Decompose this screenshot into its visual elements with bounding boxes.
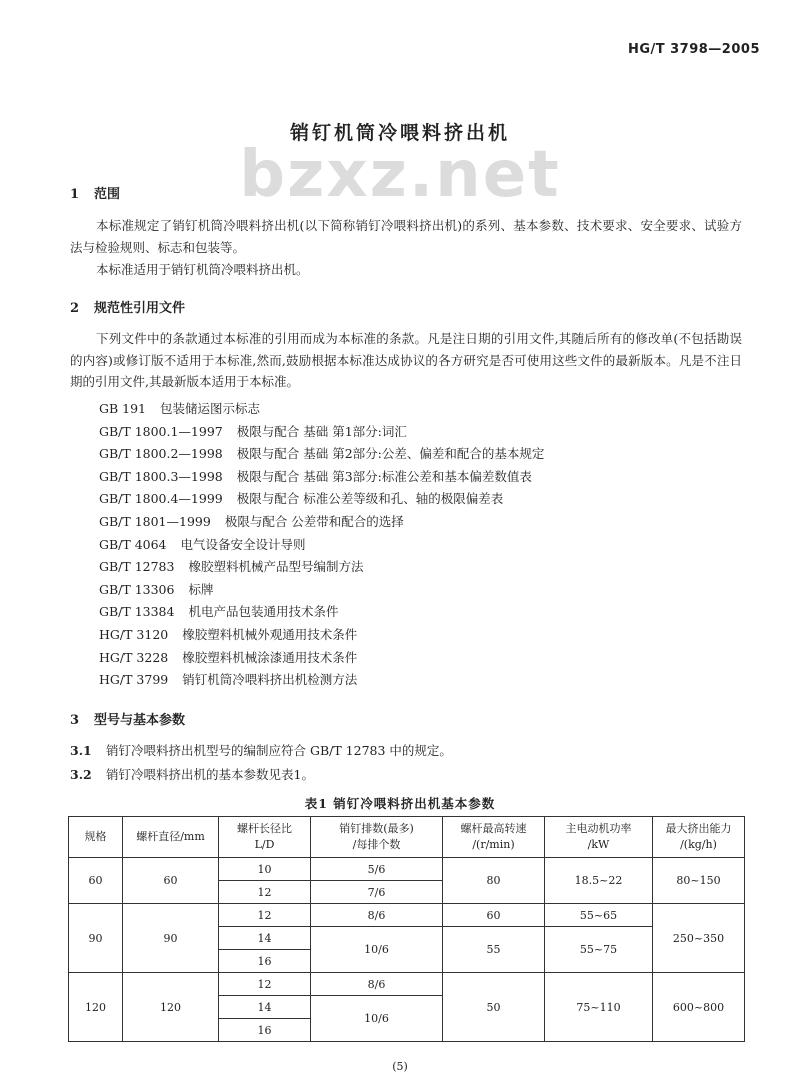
cell-ld: 12 — [219, 973, 311, 996]
reference-code: GB/T 13384 — [99, 604, 175, 620]
cell-power: 18.5~22 — [545, 858, 653, 904]
reference-title: 极限与配合 基础 第1部分:词汇 — [236, 423, 407, 439]
reference-item — [99, 669, 544, 692]
header-line: /(kg/h) — [680, 838, 717, 851]
table-header-row — [69, 817, 745, 858]
cell-pins: 5/6 — [311, 858, 443, 881]
reference-code: GB/T 12783 — [99, 559, 175, 575]
reference-title: 销钉机筒冷喂料挤出机检测方法 — [182, 672, 358, 688]
cell-power: 55~75 — [545, 927, 653, 973]
section-1-paragraph-2: 本标准适用于销钉机筒冷喂料挤出机。 — [96, 262, 309, 277]
header-line: /(r/min) — [472, 838, 515, 851]
header-pin-rows — [311, 817, 443, 858]
document-title: 销钉机筒冷喂料挤出机 — [289, 122, 510, 144]
section-2-heading — [70, 297, 185, 316]
header-line: 规格 — [84, 830, 107, 843]
reference-item — [99, 624, 544, 647]
reference-item — [99, 647, 544, 670]
reference-title: 橡胶塑料机械外观通用技术条件 — [182, 626, 358, 642]
clause-number: 3.2 — [70, 767, 92, 782]
reference-item — [99, 601, 544, 624]
watermark: bzxz.net — [239, 138, 561, 212]
header-ld-ratio — [219, 817, 311, 858]
cell-speed: 60 — [443, 904, 545, 927]
reference-code: GB/T 4064 — [99, 536, 167, 552]
clause-text: 销钉冷喂料挤出机的基本参数见表1。 — [106, 767, 314, 782]
reference-item — [99, 466, 544, 489]
cell-size: 120 — [69, 973, 123, 1042]
reference-code: GB/T 13306 — [99, 581, 175, 597]
header-line: 螺杆最高转速 — [460, 822, 527, 835]
cell-ld: 10 — [219, 858, 311, 881]
header-line: 螺杆直径/mm — [136, 830, 205, 843]
header-line: 最大挤出能力 — [665, 822, 732, 835]
cell-ld: 14 — [219, 996, 311, 1019]
header-size — [69, 817, 123, 858]
header-line: 主电动机功率 — [565, 822, 632, 835]
reference-title: 橡胶塑料机械产品型号编制方法 — [188, 559, 364, 575]
reference-code: GB/T 1800.2—1998 — [99, 446, 223, 462]
table-row — [69, 904, 745, 927]
reference-title: 极限与配合 标准公差等级和孔、轴的极限偏差表 — [236, 491, 504, 507]
header-line: 销钉排数(最多) — [339, 822, 414, 835]
reference-item — [99, 398, 544, 421]
cell-ld: 14 — [219, 927, 311, 950]
standard-number: HG/T 3798—2005 — [627, 42, 760, 57]
section-title: 型号与基本参数 — [94, 713, 186, 728]
reference-item — [99, 556, 544, 579]
section-title: 范围 — [94, 187, 121, 202]
reference-code: HG/T 3120 — [99, 626, 169, 642]
cell-capacity: 250~350 — [653, 904, 745, 973]
cell-pins: 8/6 — [311, 904, 443, 927]
header-line: L/D — [254, 838, 275, 851]
cell-pins: 10/6 — [311, 927, 443, 973]
clause-number: 3.1 — [70, 743, 92, 758]
page-number: (5) — [392, 1060, 408, 1073]
cell-power: 75~110 — [545, 973, 653, 1042]
reference-title: 极限与配合 基础 第3部分:标准公差和基本偏差数值表 — [236, 468, 532, 484]
reference-title: 电气设备安全设计导则 — [180, 536, 306, 552]
reference-code: GB 191 — [99, 401, 147, 416]
clause-3-2 — [70, 765, 314, 783]
section-2-paragraph: 下列文件中的条款通过本标准的引用而成为本标准的条款。凡是注日期的引用文件,其随后所有的修改单(不包括勘误的内容)或修订版不适用于本标准,然而,鼓励根据本标准达成协议的各方研究是否可使用这些文件的最新版本。凡是不注日期的引用文件,其最新版本适用于本标准。 — [70, 331, 742, 389]
cell-speed: 55 — [443, 927, 545, 973]
cell-diameter: 60 — [123, 858, 219, 904]
reference-title: 极限与配合 公差带和配合的选择 — [224, 513, 404, 529]
reference-item — [99, 421, 544, 444]
reference-code: GB/T 1800.3—1998 — [99, 468, 223, 484]
clause-3-1 — [70, 741, 452, 759]
reference-item — [99, 511, 544, 534]
table-row — [69, 973, 745, 996]
cell-size: 90 — [69, 904, 123, 973]
section-1-heading — [70, 183, 120, 202]
cell-diameter: 90 — [123, 904, 219, 973]
header-screw-diameter — [123, 817, 219, 858]
reference-item — [99, 443, 544, 466]
section-1-paragraph-1: 本标准规定了销钉机筒冷喂料挤出机(以下简称销钉冷喂料挤出机)的系列、基本参数、技术要求、安全要求、试验方法与检验规则、标志和包装等。 — [70, 218, 742, 255]
section-number: 3 — [70, 713, 80, 728]
section-number: 2 — [70, 301, 80, 316]
header-max-speed — [443, 817, 545, 858]
reference-code: GB/T 1801—1999 — [99, 513, 211, 529]
table-caption: 表1 销钉冷喂料挤出机基本参数 — [304, 796, 496, 811]
reference-item — [99, 534, 544, 557]
cell-speed: 80 — [443, 858, 545, 904]
header-line: /每排个数 — [352, 838, 401, 851]
cell-capacity: 80~150 — [653, 858, 745, 904]
reference-title: 极限与配合 基础 第2部分:公差、偏差和配合的基本规定 — [236, 446, 545, 462]
cell-ld: 16 — [219, 950, 311, 973]
table-row — [69, 858, 745, 881]
cell-capacity: 600~800 — [653, 973, 745, 1042]
reference-code: GB/T 1800.1—1997 — [99, 423, 223, 439]
reference-list — [99, 398, 544, 692]
reference-code: HG/T 3228 — [99, 649, 169, 665]
cell-speed: 50 — [443, 973, 545, 1042]
cell-pins: 10/6 — [311, 996, 443, 1042]
header-max-capacity — [653, 817, 745, 858]
cell-ld: 16 — [219, 1019, 311, 1042]
reference-title: 橡胶塑料机械涂漆通用技术条件 — [182, 649, 358, 665]
reference-item — [99, 488, 544, 511]
reference-title: 包装储运图示标志 — [160, 401, 261, 416]
header-motor-power — [545, 817, 653, 858]
cell-power: 55~65 — [545, 904, 653, 927]
reference-code: HG/T 3799 — [99, 672, 169, 688]
cell-size: 60 — [69, 858, 123, 904]
cell-diameter: 120 — [123, 973, 219, 1042]
reference-title: 标牌 — [188, 581, 214, 597]
cell-pins: 7/6 — [311, 881, 443, 904]
section-title: 规范性引用文件 — [94, 301, 186, 316]
cell-ld: 12 — [219, 904, 311, 927]
section-3-heading — [70, 709, 185, 728]
parameters-table — [68, 816, 745, 1042]
reference-title: 机电产品包装通用技术条件 — [188, 604, 339, 620]
clause-text: 销钉冷喂料挤出机型号的编制应符合 GB/T 12783 中的规定。 — [106, 743, 452, 758]
cell-pins: 8/6 — [311, 973, 443, 996]
header-line: 螺杆长径比 — [237, 822, 292, 835]
cell-ld: 12 — [219, 881, 311, 904]
reference-code: GB/T 1800.4—1999 — [99, 491, 223, 507]
reference-item — [99, 579, 544, 602]
header-line: /kW — [587, 838, 610, 851]
section-number: 1 — [70, 187, 80, 202]
